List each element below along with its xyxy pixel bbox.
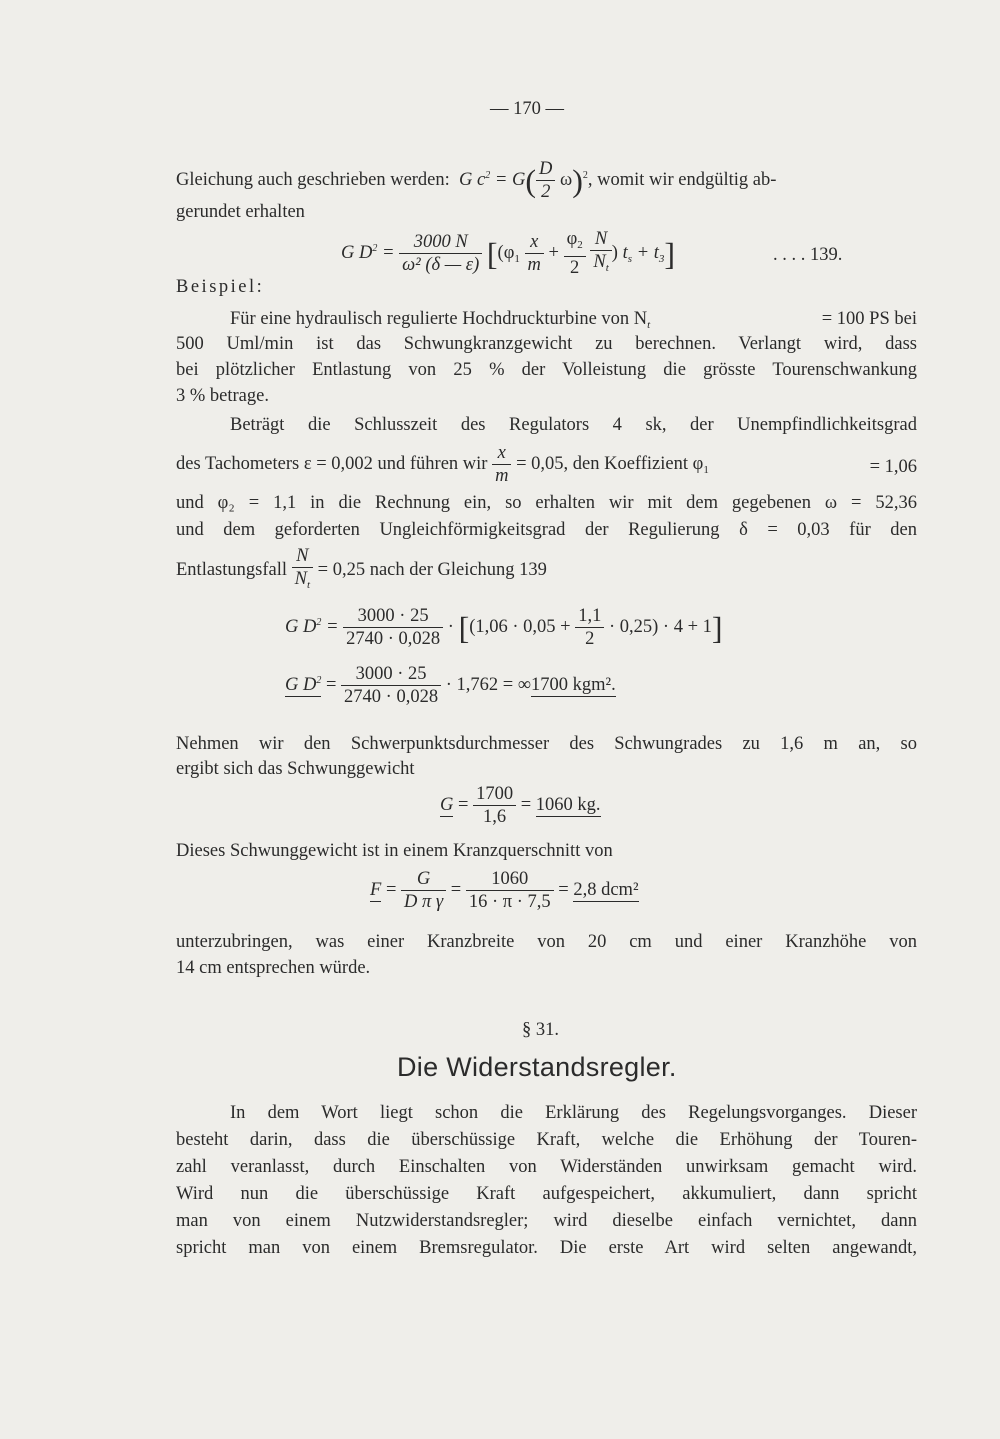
result-1700: 1700 kgm². bbox=[531, 674, 616, 695]
paren: ) bbox=[572, 162, 583, 199]
frac-den: ω² (δ — ε) bbox=[402, 255, 480, 275]
frac-num: 3000 N bbox=[399, 231, 482, 254]
text-span: , womit wir endgültig ab- bbox=[587, 169, 777, 190]
text-span: = 1,06 bbox=[869, 457, 917, 477]
frac-num: 1,1 bbox=[575, 605, 604, 628]
calculation-2: G $D^2$ = $\frac{3000 \cdot 25}{2740 \cdot 0,028}$ · 1,762 = ∞1700 kgm². bbox=[285, 664, 616, 707]
frac-num: 1060 bbox=[466, 868, 554, 891]
text-line: Nehmen wir den Schwerpunktsdurchmesser des Schwungrades zu 1,6 m an, so bbox=[176, 734, 917, 754]
calculation-3: G = $\frac{1700}{1,6}$ = 1060 kg. bbox=[440, 784, 601, 827]
text-line: Wird nun die überschüssige Kraft aufgespeichert, akkumuliert, dann spricht bbox=[176, 1184, 917, 1204]
fraction-x-m: $\frac{x}{m}$ bbox=[492, 442, 511, 487]
frac-den: 2 bbox=[585, 629, 595, 649]
text-span: · 0,25) · 4 + 1 bbox=[608, 616, 712, 637]
text-span: (1,06 · 0,05 + bbox=[469, 616, 571, 637]
frac-den: D π γ bbox=[404, 892, 444, 912]
text-line: unterzubringen, was einer Kranzbreite von 20 cm und einer Kranzhöhe von bbox=[176, 932, 917, 952]
text-line: spricht man von einem Bremsregulator. Die erste Art wird selten angewandt, bbox=[176, 1238, 917, 1258]
text-line: In dem Wort liegt schon die Erklärung des Regelungsvorganges. Dieser bbox=[230, 1103, 917, 1123]
formula-gc2: G $c^2 = G$ bbox=[454, 169, 526, 190]
text-line: 14 cm entsprechen würde. bbox=[176, 958, 371, 978]
text-line: und φ₂ = 1,1 in die Rechnung ein, so erhalten wir mit dem gegebenen ω = 52,36 bbox=[176, 493, 917, 513]
text-line: Für eine hydraulisch regulierte Hochdruckturbine von $N_t$ = 100 PS bei bbox=[230, 306, 917, 338]
omega: ω bbox=[555, 169, 573, 190]
beispiel-label: Beispiel: bbox=[176, 277, 265, 297]
frac-num: 3000 · 25 bbox=[343, 605, 443, 628]
equation-number: . . . . 139. bbox=[773, 245, 843, 265]
text-line: Beträgt die Schlusszeit des Regulators 4 sk, der Unempfindlichkeitsgrad bbox=[230, 415, 917, 435]
sup-2: 2 bbox=[582, 169, 588, 181]
text-line: ergibt sich das Schwunggewicht bbox=[176, 759, 415, 779]
text-line: und dem geforderten Ungleichförmigkeitsgrad der Regulierung δ = 0,03 für den bbox=[176, 520, 917, 540]
paren: ( bbox=[525, 162, 537, 199]
text-span: = 0,05, den Koeffizient φ bbox=[516, 453, 704, 474]
section-heading: Die Widerstandsregler. bbox=[397, 1052, 677, 1082]
text-line: Dieses Schwunggewicht ist in einem Kranzquerschnitt von bbox=[176, 841, 613, 861]
text-span: Gleichung auch geschrieben werden: bbox=[176, 169, 450, 190]
text-line: zahl veranlasst, durch Einschalten von Widerständen unwirksam gemacht wird. bbox=[176, 1157, 917, 1177]
frac-den: 16 · π · 7,5 bbox=[468, 892, 551, 912]
text-line: besteht darin, dass die überschüssige Kraft, welche die Erhöhung der Touren- bbox=[176, 1130, 917, 1150]
result-2-8: 2,8 dcm² bbox=[573, 879, 639, 900]
page-number: — 170 — bbox=[490, 99, 564, 119]
text-span: des Tachometers ε = 0,002 und führen wir bbox=[176, 453, 488, 474]
fraction bbox=[399, 231, 482, 276]
frac-den: 1,6 bbox=[483, 807, 507, 827]
text-span: · 1,762 = ∞ bbox=[445, 674, 532, 695]
text-line bbox=[176, 545, 547, 596]
result-1060: 1060 kg. bbox=[535, 794, 601, 815]
text-line: 500 Uml/min ist das Schwungkranzgewicht zu berechnen. Verlangt wird, dass bbox=[176, 334, 917, 354]
frac-den: 2740 · 0,028 bbox=[346, 629, 441, 649]
frac-num: 3000 · 25 bbox=[341, 663, 441, 686]
text-line: 3 % betrage. bbox=[176, 386, 269, 406]
text-span: Entlastungsfall bbox=[176, 559, 287, 580]
calculation-4: F = $\frac{G}{\text{D π γ}}$ = $\frac{1060}{16 \cdot \pi \cdot 7,5}$ = 2,8 dcm² bbox=[370, 869, 639, 912]
fraction-d-2: $\frac{D}{2}$ bbox=[536, 158, 555, 203]
equation-139: G $D^2$ = $\frac{3000 N}{\text{ω² (δ — ε)}}$ [($\varphi_1$ $\frac{x}{m}$ + $\frac{\varphi_2}{2}$ $\frac{N}{N_t}$ ) $t_s + t_3$] bbox=[341, 229, 676, 278]
text-line: bei plötzlicher Entlastung von 25 % der Volleistung die grösste Tourenschwankung bbox=[176, 360, 917, 380]
text-span: Für eine hydraulisch regulierte Hochdruckturbine von N bbox=[230, 309, 648, 329]
text-line: des Tachometers ε = 0,002 und führen wir $\frac{x}{m}$ = 0,05, den Koeffizient $\varphi_1$ = 1,06 bbox=[176, 443, 917, 486]
text-span: = 100 PS bei bbox=[821, 309, 917, 329]
frac-num: 1700 bbox=[473, 783, 516, 806]
text-span: = 0,25 nach der Gleichung 139 bbox=[317, 559, 547, 580]
text-line: gerundet erhalten bbox=[176, 202, 305, 222]
section-number: § 31. bbox=[522, 1020, 559, 1040]
text-line bbox=[176, 158, 776, 203]
text-line: man von einem Nutzwiderstandsregler; wird dieselbe einfach vernichtet, dann bbox=[176, 1211, 917, 1231]
fraction-n-nt: $\frac{N}{N_t}$ bbox=[292, 545, 313, 596]
frac-num: G bbox=[401, 868, 446, 891]
calculation-1: G $D^2$ = $\frac{3000 \cdot 25}{2740 \cdot 0,028}$ · [(1,06 · 0,05 + $\frac{1,1}{2}$ · 0,25) · 4 + 1] bbox=[285, 606, 723, 649]
frac-den: 2740 · 0,028 bbox=[344, 687, 439, 707]
